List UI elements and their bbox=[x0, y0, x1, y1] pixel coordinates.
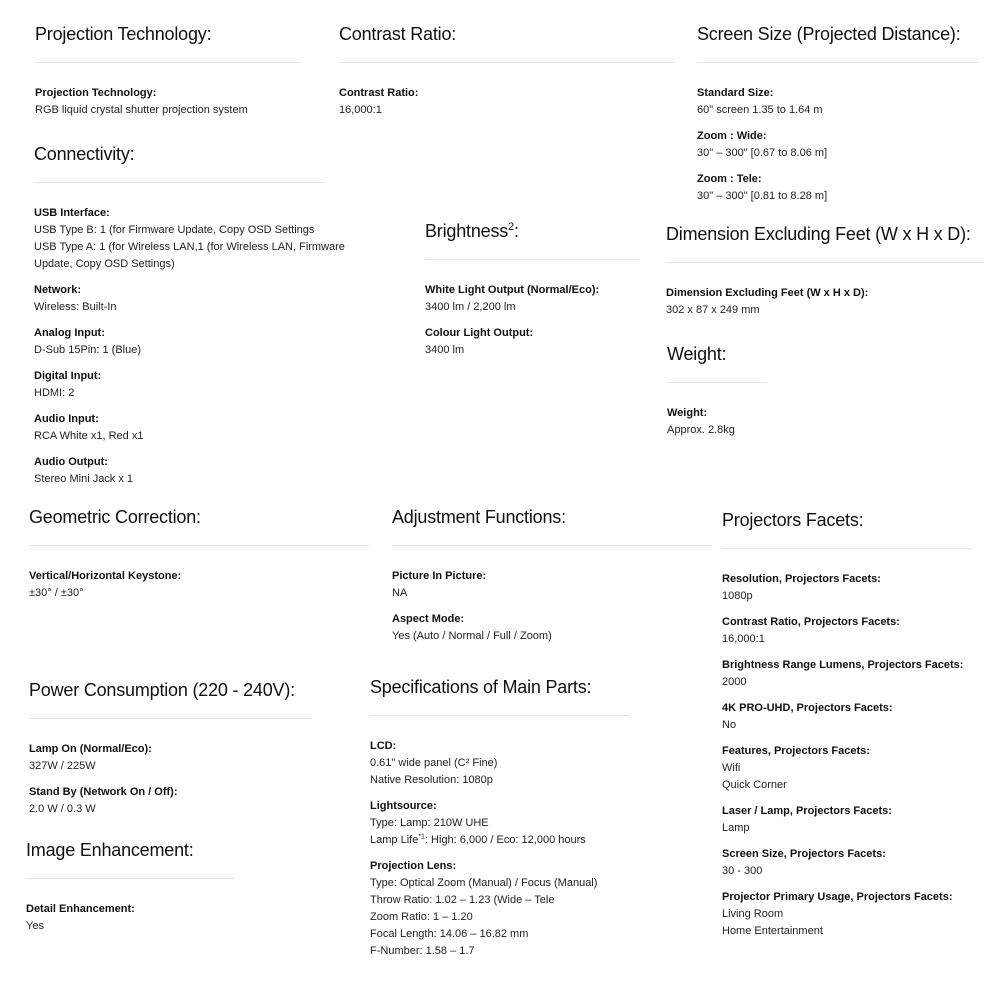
spec-label: LCD: bbox=[370, 740, 397, 752]
spec-item bbox=[392, 568, 712, 602]
spec-label: Weight: bbox=[667, 407, 708, 419]
divider bbox=[667, 382, 767, 383]
section-projectors-facets bbox=[722, 508, 972, 949]
spec-item bbox=[697, 85, 979, 119]
spec-value: 327W / 225W bbox=[29, 760, 96, 772]
spec-item bbox=[29, 784, 312, 818]
spec-value: USB Type B: 1 (for Firmware Update, Copy OSD Settings USB Type A: 1 (for Wireless LAN,1 (for Wireless LAN, Firmware Update, Copy OSD Settings) bbox=[34, 224, 345, 270]
spec-label: Contrast Ratio, Projectors Facets: bbox=[722, 616, 900, 628]
spec-value: 3400 lm / 2,200 lm bbox=[425, 301, 516, 313]
spec-value: Approx. 2.8kg bbox=[667, 424, 735, 436]
section-image-enhancement bbox=[26, 838, 234, 944]
section-title: Power Consumption (220 - 240V): bbox=[29, 680, 295, 700]
spec-label: Audio Output: bbox=[34, 456, 108, 468]
spec-item bbox=[29, 568, 369, 602]
spec-label: Aspect Mode: bbox=[392, 613, 465, 625]
spec-item bbox=[370, 858, 629, 960]
section-title: Adjustment Functions: bbox=[392, 507, 566, 527]
spec-value: 2.0 W / 0.3 W bbox=[29, 803, 96, 815]
section-brightness bbox=[425, 219, 640, 368]
section-title: Connectivity: bbox=[34, 144, 135, 164]
spec-value: 3400 lm bbox=[425, 344, 465, 356]
spec-label: Lamp On (Normal/Eco): bbox=[29, 743, 152, 755]
spec-label: Vertical/Horizontal Keystone: bbox=[29, 570, 182, 582]
section-title: Geometric Correction: bbox=[29, 507, 201, 527]
section-power-consumption bbox=[29, 678, 312, 827]
section-screen-size bbox=[697, 22, 979, 214]
spec-label: Resolution, Projectors Facets: bbox=[722, 573, 881, 585]
spec-label: Laser / Lamp, Projectors Facets: bbox=[722, 805, 892, 817]
spec-item bbox=[722, 700, 972, 734]
spec-value: RGB liquid crystal shutter projection system bbox=[35, 104, 248, 116]
spec-value: 30 - 300 bbox=[722, 865, 763, 877]
spec-label: Picture In Picture: bbox=[392, 570, 487, 582]
spec-item bbox=[26, 901, 234, 935]
divider bbox=[26, 878, 234, 879]
spec-value: 1080p bbox=[722, 590, 753, 602]
divider bbox=[392, 545, 712, 546]
spec-item bbox=[34, 411, 406, 445]
divider bbox=[370, 715, 629, 716]
spec-item bbox=[722, 614, 972, 648]
section-title: Screen Size (Projected Distance): bbox=[697, 24, 961, 44]
spec-label: Brightness Range Lumens, Projectors Facets: bbox=[722, 659, 964, 671]
spec-value: 60" screen 1.35 to 1.64 m bbox=[697, 104, 823, 116]
spec-label: White Light Output (Normal/Eco): bbox=[425, 284, 600, 296]
spec-value: Yes (Auto / Normal / Full / Zoom) bbox=[392, 630, 552, 642]
section-title: Contrast Ratio: bbox=[339, 24, 457, 44]
spec-label: Dimension Excluding Feet (W x H x D): bbox=[666, 287, 869, 299]
section-projection-technology bbox=[35, 22, 301, 128]
section-adjustment-functions bbox=[392, 505, 712, 654]
divider bbox=[34, 182, 324, 183]
spec-value: Living Room Home Entertainment bbox=[722, 908, 823, 937]
spec-item bbox=[392, 611, 712, 645]
spec-value: Wifi Quick Corner bbox=[722, 762, 787, 791]
divider bbox=[722, 548, 972, 549]
section-weight bbox=[667, 342, 767, 448]
spec-value: Yes bbox=[26, 920, 44, 932]
spec-value: Stereo Mini Jack x 1 bbox=[34, 473, 134, 485]
section-main-parts bbox=[370, 675, 629, 969]
divider bbox=[666, 262, 984, 263]
spec-label: Network: bbox=[34, 284, 82, 296]
section-title: Specifications of Main Parts: bbox=[370, 677, 592, 697]
divider bbox=[29, 545, 369, 546]
spec-label: 4K PRO-UHD, Projectors Facets: bbox=[722, 702, 893, 714]
section-title: Weight: bbox=[667, 344, 727, 364]
spec-value: HDMI: 2 bbox=[34, 387, 75, 399]
spec-item bbox=[339, 85, 675, 119]
spec-item bbox=[34, 282, 406, 316]
spec-label: Projection Technology: bbox=[35, 87, 157, 99]
spec-item bbox=[697, 171, 979, 205]
section-title: Brightness$^2$: bbox=[425, 221, 519, 241]
spec-value: Type: Optical Zoom (Manual) / Focus (Manual) Throw Ratio: 1.02 – 1.23 (Wide – Tele Zoom Ratio: 1 – 1.20 Focal Length: 14.06 – 16.82 mm F-Number: 1.58 – 1.7 bbox=[370, 877, 598, 957]
spec-label: Zoom : Wide: bbox=[697, 130, 767, 142]
spec-label: Audio Input: bbox=[34, 413, 99, 425]
spec-label: Zoom : Tele: bbox=[697, 173, 762, 185]
spec-label: Standard Size: bbox=[697, 87, 774, 99]
spec-label: Colour Light Output: bbox=[425, 327, 534, 339]
spec-value: 2000 bbox=[722, 676, 747, 688]
spec-label: Detail Enhancement: bbox=[26, 903, 135, 915]
spec-value: ±30° / ±30° bbox=[29, 587, 84, 599]
spec-value: No bbox=[722, 719, 737, 731]
spec-value: 302 x 87 x 249 mm bbox=[666, 304, 760, 316]
spec-value: 0.61" wide panel (C² Fine) Native Resolution: 1080p bbox=[370, 757, 498, 786]
section-connectivity bbox=[34, 142, 406, 497]
spec-label: Stand By (Network On / Off): bbox=[29, 786, 178, 798]
spec-item bbox=[722, 889, 972, 940]
spec-value: 30" – 300" [0.81 to 8.28 m] bbox=[697, 190, 828, 202]
spec-item bbox=[722, 571, 972, 605]
section-title: Dimension Excluding Feet (W x H x D): bbox=[666, 224, 971, 244]
spec-item bbox=[666, 285, 984, 319]
spec-item bbox=[34, 205, 406, 273]
section-title: Image Enhancement: bbox=[26, 840, 194, 860]
spec-item bbox=[667, 405, 767, 439]
spec-label: Lightsource: bbox=[370, 800, 437, 812]
divider bbox=[425, 259, 640, 260]
spec-label: Features, Projectors Facets: bbox=[722, 745, 870, 757]
spec-label: Analog Input: bbox=[34, 327, 105, 339]
divider bbox=[35, 62, 301, 63]
spec-value: D-Sub 15Pin: 1 (Blue) bbox=[34, 344, 141, 356]
spec-label: Projector Primary Usage, Projectors Facets: bbox=[722, 891, 953, 903]
spec-value: Lamp bbox=[722, 822, 750, 834]
spec-value: Wireless: Built-In bbox=[34, 301, 117, 313]
spec-value: NA bbox=[392, 587, 408, 599]
spec-item bbox=[425, 282, 640, 316]
section-dimension bbox=[666, 222, 984, 328]
section-contrast-ratio bbox=[339, 22, 675, 128]
spec-value: 30" – 300" [0.67 to 8.06 m] bbox=[697, 147, 828, 159]
spec-item bbox=[34, 454, 406, 488]
spec-label: Screen Size, Projectors Facets: bbox=[722, 848, 886, 860]
spec-value: RCA White x1, Red x1 bbox=[34, 430, 144, 442]
spec-item bbox=[29, 741, 312, 775]
spec-item bbox=[425, 325, 640, 359]
spec-item bbox=[697, 128, 979, 162]
divider bbox=[339, 62, 675, 63]
section-title: Projectors Facets: bbox=[722, 510, 864, 530]
spec-value: 16,000:1 bbox=[339, 104, 382, 116]
spec-label: Projection Lens: bbox=[370, 860, 457, 872]
spec-item bbox=[370, 738, 629, 789]
spec-item bbox=[722, 803, 972, 837]
spec-label: USB Interface: bbox=[34, 207, 110, 219]
spec-item bbox=[370, 798, 629, 849]
spec-value: Type: Lamp: 210W UHE Lamp Life$^{*1}$: High: 6,000 / Eco: 12,000 hours bbox=[370, 817, 586, 846]
spec-label: Contrast Ratio: bbox=[339, 87, 419, 99]
spec-item bbox=[722, 657, 972, 691]
spec-item bbox=[722, 846, 972, 880]
spec-item bbox=[35, 85, 301, 119]
section-geometric-correction bbox=[29, 505, 369, 611]
spec-item bbox=[34, 368, 406, 402]
spec-item bbox=[34, 325, 406, 359]
section-title: Projection Technology: bbox=[35, 24, 212, 44]
spec-item bbox=[722, 743, 972, 794]
divider bbox=[29, 718, 312, 719]
spec-value: 16,000:1 bbox=[722, 633, 765, 645]
spec-label: Digital Input: bbox=[34, 370, 102, 382]
divider bbox=[697, 62, 979, 63]
